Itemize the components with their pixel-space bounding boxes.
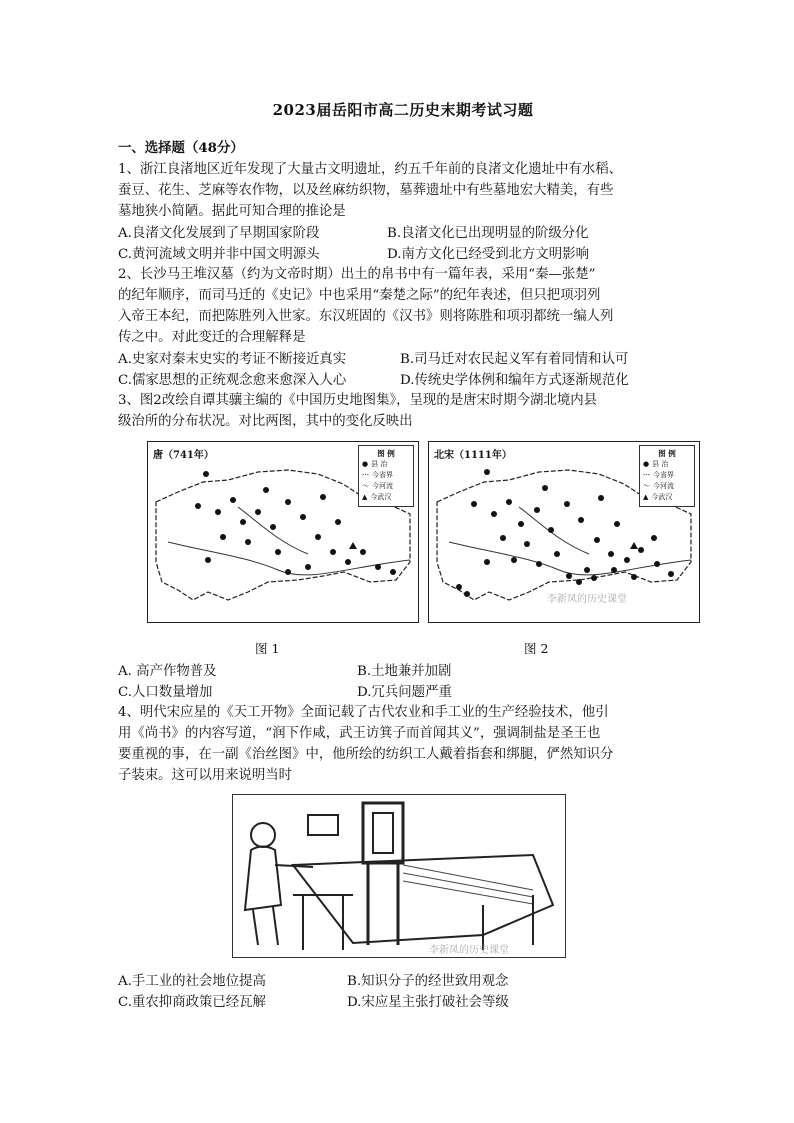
legend-item: 今河流 [653, 482, 674, 490]
section-heading: 一、选择题（48分） [118, 140, 244, 156]
q2-option-b: B.司马迁对农民起义军有着同情和认可 [400, 352, 629, 367]
county-dot-icon: ● [362, 460, 369, 468]
q3-option-b: B.土地兼并加剧 [357, 664, 452, 679]
triangle-icon: ▲ [362, 493, 368, 501]
q1-option-a: A.良渚文化发展到了早期国家阶段 [118, 226, 320, 241]
q4-text-line: 子装束。这可以用来说明当时 [118, 768, 293, 783]
legend-item: 今武汉 [651, 493, 673, 501]
q4-option-c: C.重农抑商政策已经瓦解 [118, 995, 266, 1010]
map1-legend [358, 445, 414, 507]
q2-text-line: 2、长沙马王堆汉墓（约为文帝时期）出土的帛书中有一篇年表，采用“秦—张楚” [118, 267, 596, 282]
q4-text-line: 要重视的事，在一副《治丝图》中，他所绘的纺织工人戴着指套和绑腿，俨然知识分 [118, 747, 614, 762]
q2-option-c: C.儒家思想的正统观念愈来愈深入人心 [118, 373, 347, 388]
q4-option-d: D.宋应星主张打破社会等级 [347, 995, 509, 1010]
q3-option-d: D.冗兵问题严重 [357, 685, 452, 700]
legend-item: 今省界 [371, 471, 393, 479]
legend-item: 今省界 [652, 471, 674, 479]
q1-option-c: C.黄河流域文明并非中国文明源头 [118, 247, 320, 262]
legend-item: 今河流 [372, 482, 393, 490]
q4-text-line: 用《尚书》的内容写道，“润下作咸，武王访箕子而首闻其义”，强调制盐是圣王也 [118, 726, 601, 741]
county-dot-icon: ● [643, 460, 650, 468]
q2-option-a: A.史家对秦末史实的考证不断接近真实 [118, 352, 347, 367]
q3-option-a: A. 高产作物普及 [118, 664, 217, 679]
watermark: 李新凤的历史课堂 [547, 594, 627, 605]
q2-option-d: D.传统史学体例和编年方式逐渐规范化 [400, 373, 629, 388]
map-figure-2 [428, 441, 700, 623]
legend-title: 图 例 [377, 449, 395, 458]
q4-option-a: A.手工业的社会地位提高 [118, 974, 266, 989]
legend-item: 今武汉 [370, 493, 392, 501]
q3-text-line: 级治所的分布状况。对比两图，其中的变化反映出 [118, 414, 413, 429]
q1-text-line: 1、浙江良渚地区近年发现了大量古文明遗址，约五千年前的良渚文化遗址中有水稻、 [118, 162, 622, 177]
silk-weaving-illustration [232, 794, 566, 958]
q3-text-line: 3、图2改绘自谭其骧主编的《中国历史地图集》，呈现的是唐宋时期今湖北境内县 [118, 393, 598, 408]
map2-label: 北宋（1111年） [434, 450, 512, 461]
q2-text-line: 入帝王本纪，而把陈胜列入世家。东汉班固的《汉书》则将陈胜和项羽都统一编人列 [118, 309, 614, 324]
loom-drawing [233, 795, 565, 957]
figure-caption-1: 图 1 [255, 641, 280, 656]
legend-title: 图 例 [658, 449, 676, 458]
q4-option-b: B.知识分子的经世致用观念 [347, 974, 509, 989]
map-figure-1 [147, 441, 419, 623]
triangle-icon: ▲ [643, 493, 649, 501]
river-line-icon: 〜 [643, 482, 650, 490]
q1-text-line: 墓地狭小简陋。据此可知合理的推论是 [118, 204, 346, 219]
legend-item: 县 治 [371, 460, 388, 468]
q1-option-b: B.良渚文化已出现明显的阶级分化 [387, 226, 589, 241]
map2-legend [639, 445, 695, 507]
border-line-icon: -·- [643, 471, 650, 479]
q1-option-d: D.南方文化已经受到北方文明影响 [387, 247, 589, 262]
q3-option-c: C.人口数量增加 [118, 685, 213, 700]
river-line-icon: 〜 [362, 482, 369, 490]
page-title: 2023届岳阳市高二历史末期考试习题 [272, 101, 534, 119]
figure-caption-2: 图 2 [524, 641, 549, 656]
illus-watermark: 李新凤的历史课堂 [429, 945, 509, 956]
q2-text-line: 的纪年顺序，而司马迁的《史记》中也采用“秦楚之际”的纪年表述，但只把项羽列 [118, 288, 601, 303]
border-line-icon: -·- [362, 471, 369, 479]
q4-text-line: 4、明代宋应星的《天工开物》全面记载了古代农业和手工业的生产经验技术，他引 [118, 705, 609, 720]
q2-text-line: 传之中。对此变迁的合理解释是 [118, 330, 306, 345]
q1-text-line: 蚕豆、花生、芝麻等农作物，以及丝麻纺织物，墓葬遗址中有些墓地宏大精美，有些 [118, 183, 614, 198]
map1-label: 唐（741年） [153, 450, 214, 461]
legend-item: 县 治 [652, 460, 669, 468]
